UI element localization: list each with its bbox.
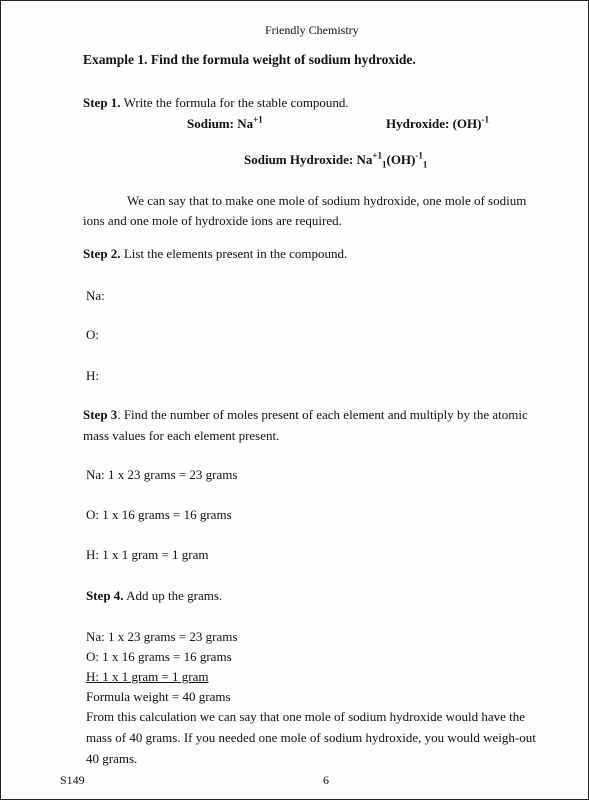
- hydroxide-charge: -1: [481, 114, 489, 125]
- compound-oh-sub: 1: [422, 159, 428, 170]
- compound-na: Na: [356, 152, 373, 167]
- step3-calc-h: H: 1 x 1 gram = 1 gram: [86, 547, 209, 562]
- hydroxide-formula: (OH): [452, 116, 482, 131]
- compound-oh-charge: -1: [415, 150, 423, 161]
- step1-text: Write the formula for the stable compound.: [123, 95, 349, 110]
- step4-text: Add up the grams.: [126, 588, 223, 603]
- conclusion-line3: 40 grams.: [86, 751, 138, 766]
- step1-heading: [83, 96, 349, 109]
- step2-element-h: H:: [86, 368, 99, 383]
- compound-na-charge: +1: [372, 150, 382, 161]
- step3-label: Step 3: [83, 407, 118, 422]
- step4-label: Step 4.: [86, 588, 124, 603]
- step2-label: Step 2.: [83, 246, 121, 261]
- step4-heading: [86, 589, 222, 602]
- step4-calc-o: O: 1 x 16 grams = 16 grams: [86, 649, 232, 664]
- sodium-label: Sodium:: [187, 116, 234, 131]
- step3-calc-o: O: 1 x 16 grams = 16 grams: [86, 507, 232, 522]
- step4-calc-na: Na: 1 x 23 grams = 23 grams: [86, 629, 238, 644]
- paragraph1-line2: ions and one mole of hydroxide ions are required.: [83, 213, 342, 228]
- page-number: 6: [323, 773, 329, 787]
- hydroxide-ion: [386, 114, 489, 131]
- step1-label: Step 1.: [83, 95, 121, 110]
- compound-oh: (OH): [386, 152, 416, 167]
- sodium-charge: +1: [253, 114, 263, 125]
- step2-text: List the elements present in the compound.: [123, 246, 348, 261]
- footer-code: S149: [60, 773, 85, 787]
- step3-heading: [83, 408, 528, 421]
- running-header: Friendly Chemistry: [265, 23, 359, 37]
- step2-element-o: O:: [86, 327, 99, 342]
- sodium-ion: [187, 114, 263, 131]
- step4-total: Formula weight = 40 grams: [86, 689, 231, 704]
- step3-text-line2: mass values for each element present.: [83, 428, 280, 443]
- step4-calc-h: H: 1 x 1 gram = 1 gram: [86, 669, 209, 684]
- compound-label: Sodium Hydroxide:: [244, 152, 354, 167]
- step2-element-na: Na:: [86, 288, 105, 303]
- sodium-hydroxide-formula: [244, 150, 428, 170]
- step3-text-line1: . Find the number of moles present of each element and multiply by the atomic: [117, 407, 528, 422]
- step3-calc-na: Na: 1 x 23 grams = 23 grams: [86, 467, 238, 482]
- hydroxide-label: Hydroxide:: [386, 116, 450, 131]
- example-title: Example 1. Find the formula weight of sodium hydroxide.: [83, 52, 416, 67]
- conclusion-line1: From this calculation we can say that one mole of sodium hydroxide would have the: [86, 709, 526, 724]
- compound-na-sub: 1: [381, 159, 387, 170]
- conclusion-line2: mass of 40 grams. If you needed one mole of sodium hydroxide, you would weigh-out: [86, 730, 536, 745]
- paragraph1-line1: We can say that to make one mole of sodium hydroxide, one mole of sodium: [127, 193, 527, 208]
- step2-heading: [83, 247, 347, 260]
- sodium-formula: Na: [237, 116, 254, 131]
